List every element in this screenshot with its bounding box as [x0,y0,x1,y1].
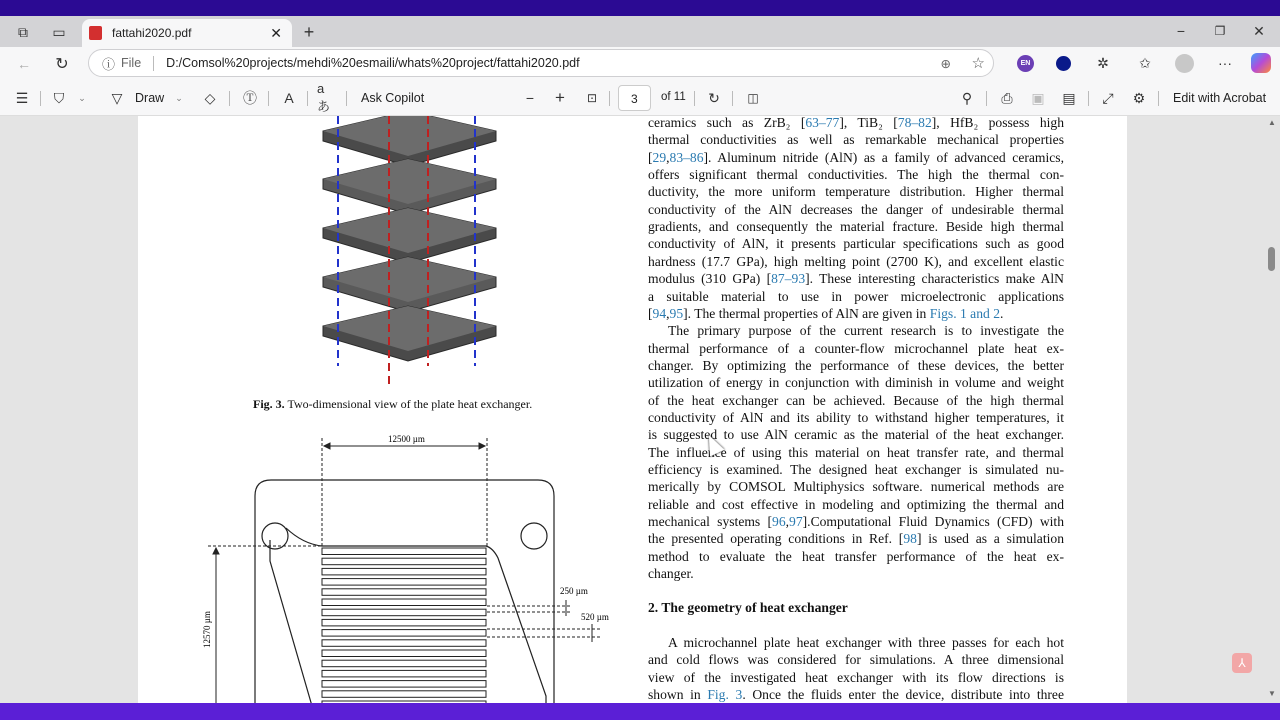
text-line [648,497,1064,514]
text-line [648,219,1064,236]
text-line [648,635,1064,652]
contents-list-icon[interactable]: ☰ [15,89,29,106]
refresh-icon[interactable]: ↻ [55,56,69,73]
text-line [648,479,1064,496]
more-menu-icon[interactable]: ··· [1218,55,1232,71]
text-run: . Once the fluids enter the device, distribute into three [742,687,1064,703]
text-run: merically by COMSOL Multiphysics software. numerical methods are [648,479,1064,495]
info-icon[interactable]: ⓘ [102,56,116,72]
text-run: method to evaluate the heat transfer performance of the heat ex- [648,548,1064,564]
text-run: thermal performance of a counter-flow microchannel plate heat ex- [648,340,1064,356]
ask-copilot-button[interactable]: Ask Copilot [361,91,425,105]
text-run: offers significant thermal conductivities. The high the thermal con- [648,167,1064,183]
microchannel [322,579,486,586]
text-run: modulus (310 GPa) [ [648,271,772,287]
text-box-icon[interactable]: Ⓣ [243,90,257,106]
favorites-icon[interactable]: ✩ [1139,54,1151,71]
pdf-page [138,116,1127,703]
url-scheme-label: File [121,56,142,70]
microchannel [322,640,486,647]
divider [732,91,733,106]
divider [229,91,230,106]
page-total: of 11 [661,91,686,103]
divider [1088,91,1089,106]
text-run: changer. By optimizing the performance of these devices, the better [648,357,1064,373]
extension-en-icon[interactable]: EN [1017,55,1034,72]
fullscreen-icon[interactable]: ⤢ [1102,89,1114,106]
reference-link[interactable]: 97 [789,514,803,530]
pdf-file-icon [89,26,102,40]
text-line [648,375,1064,392]
reference-link[interactable]: Figs. 1 and 2 [929,305,1001,321]
microchannel [322,681,486,688]
tab-actions-icon[interactable]: ▭ [52,23,66,40]
divider [1158,91,1159,106]
figure-caption-label: Fig. 3. [253,397,285,411]
figure-3d-stack [138,116,638,396]
text-line [648,652,1064,669]
microchannel [322,599,486,606]
reference-link[interactable]: 63–77 [805,116,840,130]
text-run: reliable and cost effective in modeling and optimizing the thermal and [648,496,1064,512]
microchannel [322,568,486,575]
restore-icon[interactable]: ❐ [1214,24,1226,38]
figure-caption [253,397,532,412]
microchannel [322,619,486,626]
text-run: [ [648,305,653,321]
text-run: conductivity of the AlN decreases the danger of undesirable thermal [648,201,1064,217]
text-line [648,687,1064,703]
text-line [648,341,1064,358]
save-icon[interactable]: ▣ [1031,89,1045,106]
text-run: The primary purpose of the current research is to investigate the [668,323,1064,339]
address-bar-row [0,47,1280,80]
divider [986,91,987,106]
workspaces-icon[interactable]: ⧉ [18,23,28,40]
back-icon[interactable]: ← [17,56,31,72]
microchannel [322,630,486,637]
text-run: a suitable material to use in power microelectronic applications [648,288,1064,304]
text-run: , [666,149,670,165]
text-run: efficiency is examined. The designed heat exchanger is simulated nu- [648,462,1064,477]
text-run: conductivity of AlN and its ability to withstand higher temperatures, it [648,409,1064,425]
text-run: ]. The thermal properties of AlN are given in [683,305,930,321]
width-dimension-label: 12500 µm [388,434,425,444]
text-line [648,150,1064,167]
figure-2d-diagram [188,416,668,703]
text-run: ceramics such as ZrB₂ [648,116,801,130]
outlet-port [521,523,547,549]
text-line [648,289,1064,306]
text-run: . [1000,305,1004,321]
text-line [648,670,1064,687]
text-line [648,393,1064,410]
text-run: changer. [648,566,694,582]
height-dimension-label: 12570 µm [202,611,212,648]
microchannel [322,691,486,698]
reference-link[interactable]: Fig. 3 [707,687,743,703]
edit-with-acrobat-button[interactable]: Edit with Acrobat [1173,91,1267,105]
print-icon[interactable]: ⎙ [1001,89,1013,106]
microchannel [322,660,486,667]
zoom-icon[interactable]: ⊕ [940,56,951,71]
microchannel [322,650,486,657]
profile-avatar[interactable] [1175,54,1194,73]
text-run: utilization of energy in conjunction with diminish in volume and weight [648,375,1064,391]
tab-title: fattahi2020.pdf [112,26,192,40]
text-run: of the heat exchanger can be achieved. Because of the high thermal [648,392,1064,408]
text-run: ]. These interesting characteristics make AlN [805,271,1064,287]
text-line [648,132,1064,149]
inlet-port [262,523,288,549]
text-run: thermal conductivities as well as remarkable mechanical properties [648,132,1064,148]
page-number-input[interactable]: 3 [618,85,651,111]
text-line [648,184,1064,201]
text-run: view of the investigated heat exchanger with its flow directions is [648,669,1064,685]
microchannel [322,548,486,555]
divider [609,91,610,106]
highlight-icon[interactable]: ⛉ [53,89,65,106]
text-run: is suggested to use AlN ceramic as the material of the heat exchanger. [648,427,1064,443]
window-top-border [0,0,1280,16]
reference-link[interactable]: 83–86 [669,149,704,165]
zoom-out-icon[interactable]: − [525,90,535,106]
text-run: conductivity of AlN, it presents particular specifications such as good [648,236,1064,252]
channel-pitch-label: 520 µm [581,612,609,622]
text-line [648,271,1064,288]
text-line [648,306,1064,323]
divider [346,91,347,106]
text-line [648,116,1064,132]
text-line [648,236,1064,253]
fit-width-icon[interactable]: ⊡ [586,91,598,105]
text-run: [ [800,116,806,130]
scroll-up-icon[interactable]: ▲ [1268,118,1276,127]
url-divider [153,56,154,71]
read-aloud-icon[interactable]: A [284,90,294,106]
text-line [648,462,1064,479]
eraser-icon[interactable]: ◇ [204,89,216,106]
text-line [648,549,1064,566]
divider [307,91,308,106]
tab-fattahi2020[interactable] [82,19,292,47]
reference-link[interactable]: 87–93 [771,271,806,287]
microchannel [322,589,486,596]
reference-link[interactable]: 98 [903,531,917,547]
text-run: ].Computational Fluid Dynamics (CFD) with [802,514,1065,530]
text-run: mechanical systems [ [648,514,773,530]
text-line [648,566,1064,583]
text-run: [ [648,149,653,165]
draw-button[interactable]: Draw [135,91,165,105]
vertical-scrollbar[interactable] [1265,116,1280,703]
text-line [648,410,1064,427]
url-text[interactable]: D:/Comsol%20projects/mehdi%20esmaili/whats%20project/fattahi2020.pdf [166,56,580,70]
text-run: The influence of using this material on heat transfer rate, and thermal [648,444,1064,460]
text-line [648,202,1064,219]
text-run: ]. Aluminum nitride (AlN) as a family of advanced ceramics, [703,149,1064,165]
text-run: hardness (17.7 GPa), high melting point (2700 K), and excellent elastic [648,253,1064,269]
text-line [648,358,1064,375]
channel-width-label: 250 µm [560,586,588,596]
text-line [648,323,1064,340]
tab-strip [0,16,1280,47]
text-run: , [785,514,790,530]
reference-link[interactable]: 29 [652,149,667,165]
reference-link[interactable]: 96 [772,514,786,530]
reference-link[interactable]: 95 [669,305,684,321]
translate-icon[interactable]: aあ [317,81,331,114]
acrobat-icon[interactable]: ⅄ [1232,653,1252,673]
scrollbar-thumb[interactable] [1268,247,1275,271]
text-line [648,254,1064,271]
microchannel [322,609,486,616]
settings-gear-icon[interactable]: ⚙ [1132,89,1146,106]
zoom-in-icon[interactable]: + [555,88,565,107]
text-run: shown in [648,687,708,703]
text-run: ductivity, the more uniform temperature distribution. Higher thermal [648,184,1064,200]
reference-link[interactable]: 78–82 [897,116,932,130]
new-tab-icon[interactable]: + [303,21,315,42]
pdf-toolbar [0,80,1280,116]
text-run: ], HfB₂ possess high [931,116,1064,130]
figure-caption-text: Two-dimensional view of the plate heat exchanger. [287,397,533,411]
microchannel [322,558,486,565]
text-line [648,531,1064,548]
close-tab-icon[interactable]: ✕ [270,24,282,41]
divider [694,91,695,106]
text-run: ] is used as a simulation [916,531,1064,547]
section-heading: 2. The geometry of heat exchanger [648,600,848,615]
scroll-down-icon[interactable]: ▼ [1268,689,1276,698]
page-view-icon[interactable]: ◫ [747,91,759,105]
draw-icon[interactable]: ▽ [111,89,123,106]
extension-dot-icon[interactable] [1056,56,1071,71]
extensions-puzzle-icon[interactable]: ✲ [1097,54,1109,71]
text-run: , [666,305,670,321]
divider [40,91,41,106]
text-line [648,514,1064,531]
window-bottom-border [0,703,1280,720]
text-run: gradients, and consequently the material fracture. Beside high thermal [648,219,1064,235]
divider [268,91,269,106]
microchannel [322,670,486,677]
favorite-star-icon[interactable]: ☆ [971,55,985,72]
minimize-icon[interactable]: − [1176,23,1186,39]
highlight-chevron-icon[interactable]: ⌄ [78,92,86,103]
rotate-icon[interactable]: ↻ [708,89,720,106]
text-run: the presented operating conditions in Ref. [ [648,531,904,547]
text-line [648,167,1064,184]
search-icon[interactable]: ⚲ [961,89,973,106]
reference-link[interactable]: 94 [652,305,667,321]
save-as-icon[interactable]: ▤ [1062,89,1076,106]
close-window-icon[interactable]: ✕ [1253,22,1265,39]
text-run: and cold flows was considered for simulations. A three dimensional [648,652,1064,668]
copilot-icon[interactable] [1251,53,1271,73]
draw-chevron-icon[interactable]: ⌄ [175,92,183,103]
address-bar[interactable] [88,49,994,77]
text-run: ], TiB₂ [ [839,116,898,130]
text-run: A microchannel plate heat exchanger with three passes for each hot [668,635,1064,650]
